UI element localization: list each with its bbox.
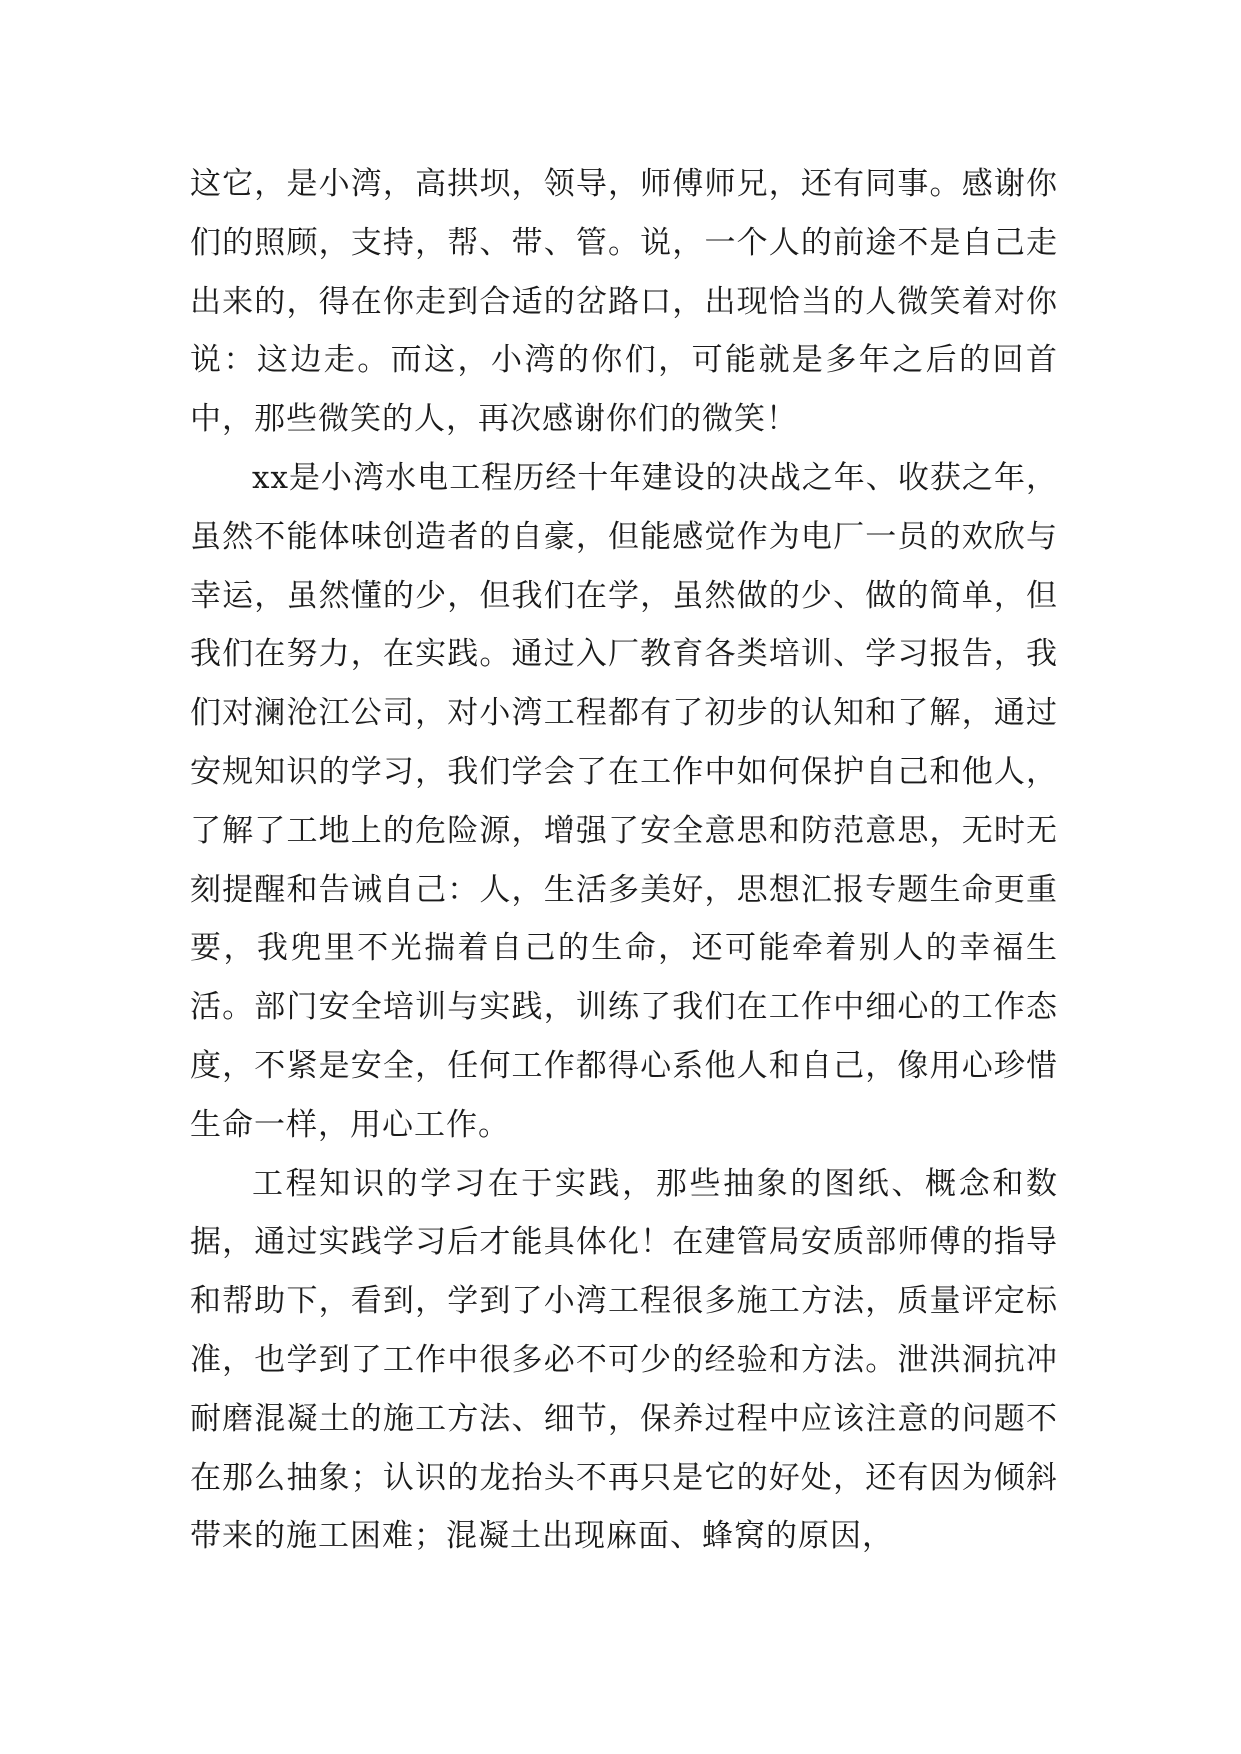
- paragraph-3: 工程知识的学习在于实践，那些抽象的图纸、概念和数据，通过实践学习后才能具体化！在建管局安质部师傅的指导和帮助下，看到，学到了小湾工程很多施工方法，质量评定标准，也学到了工作中很多必不可少的经验和方法。泄洪洞抗冲耐磨混凝土的施工方法、细节，保养过程中应该注意的问题不在那么抽象；认识的龙抬头不再只是它的好处，还有因为倾斜带来的施工困难；混凝土出现麻面、蜂窝的原因，: [190, 1165, 1058, 1555]
- document-page: [190, 155, 1058, 1575]
- paragraph-2: xx是小湾水电工程历经十年建设的决战之年、收获之年，虽然不能体味创造者的自豪，但能感觉作为电厂一员的欢欣与幸运，虽然懂的少，但我们在学，虽然做的少、做的简单，但我们在努力，在实践。通过入厂教育各类培训、学习报告，我们对澜沧江公司，对小湾工程都有了初步的认知和了解，通过安规知识的学习，我们学会了在工作中如何保护自己和他人，了解了工地上的危险源，增强了安全意思和防范意思，无时无刻提醒和告诫自己：人，生活多美好，思想汇报专题生命更重要，我兜里不光揣着自己的生命，还可能牵着别人的幸福生活。部门安全培训与实践，训练了我们在工作中细心的工作态度，不紧是安全，任何工作都得心系他人和自己，像用心珍惜生命一样，用心工作。: [190, 459, 1058, 1143]
- paragraph-1: 这它，是小湾，高拱坝，领导，师傅师兄，还有同事。感谢你们的照顾，支持，帮、带、管。说，一个人的前途不是自己走出来的，得在你走到合适的岔路口，出现恰当的人微笑着对你说：这边走。而这，小湾的你们，可能就是多年之后的回首中，那些微笑的人，再次感谢你们的微笑！: [190, 166, 1058, 438]
